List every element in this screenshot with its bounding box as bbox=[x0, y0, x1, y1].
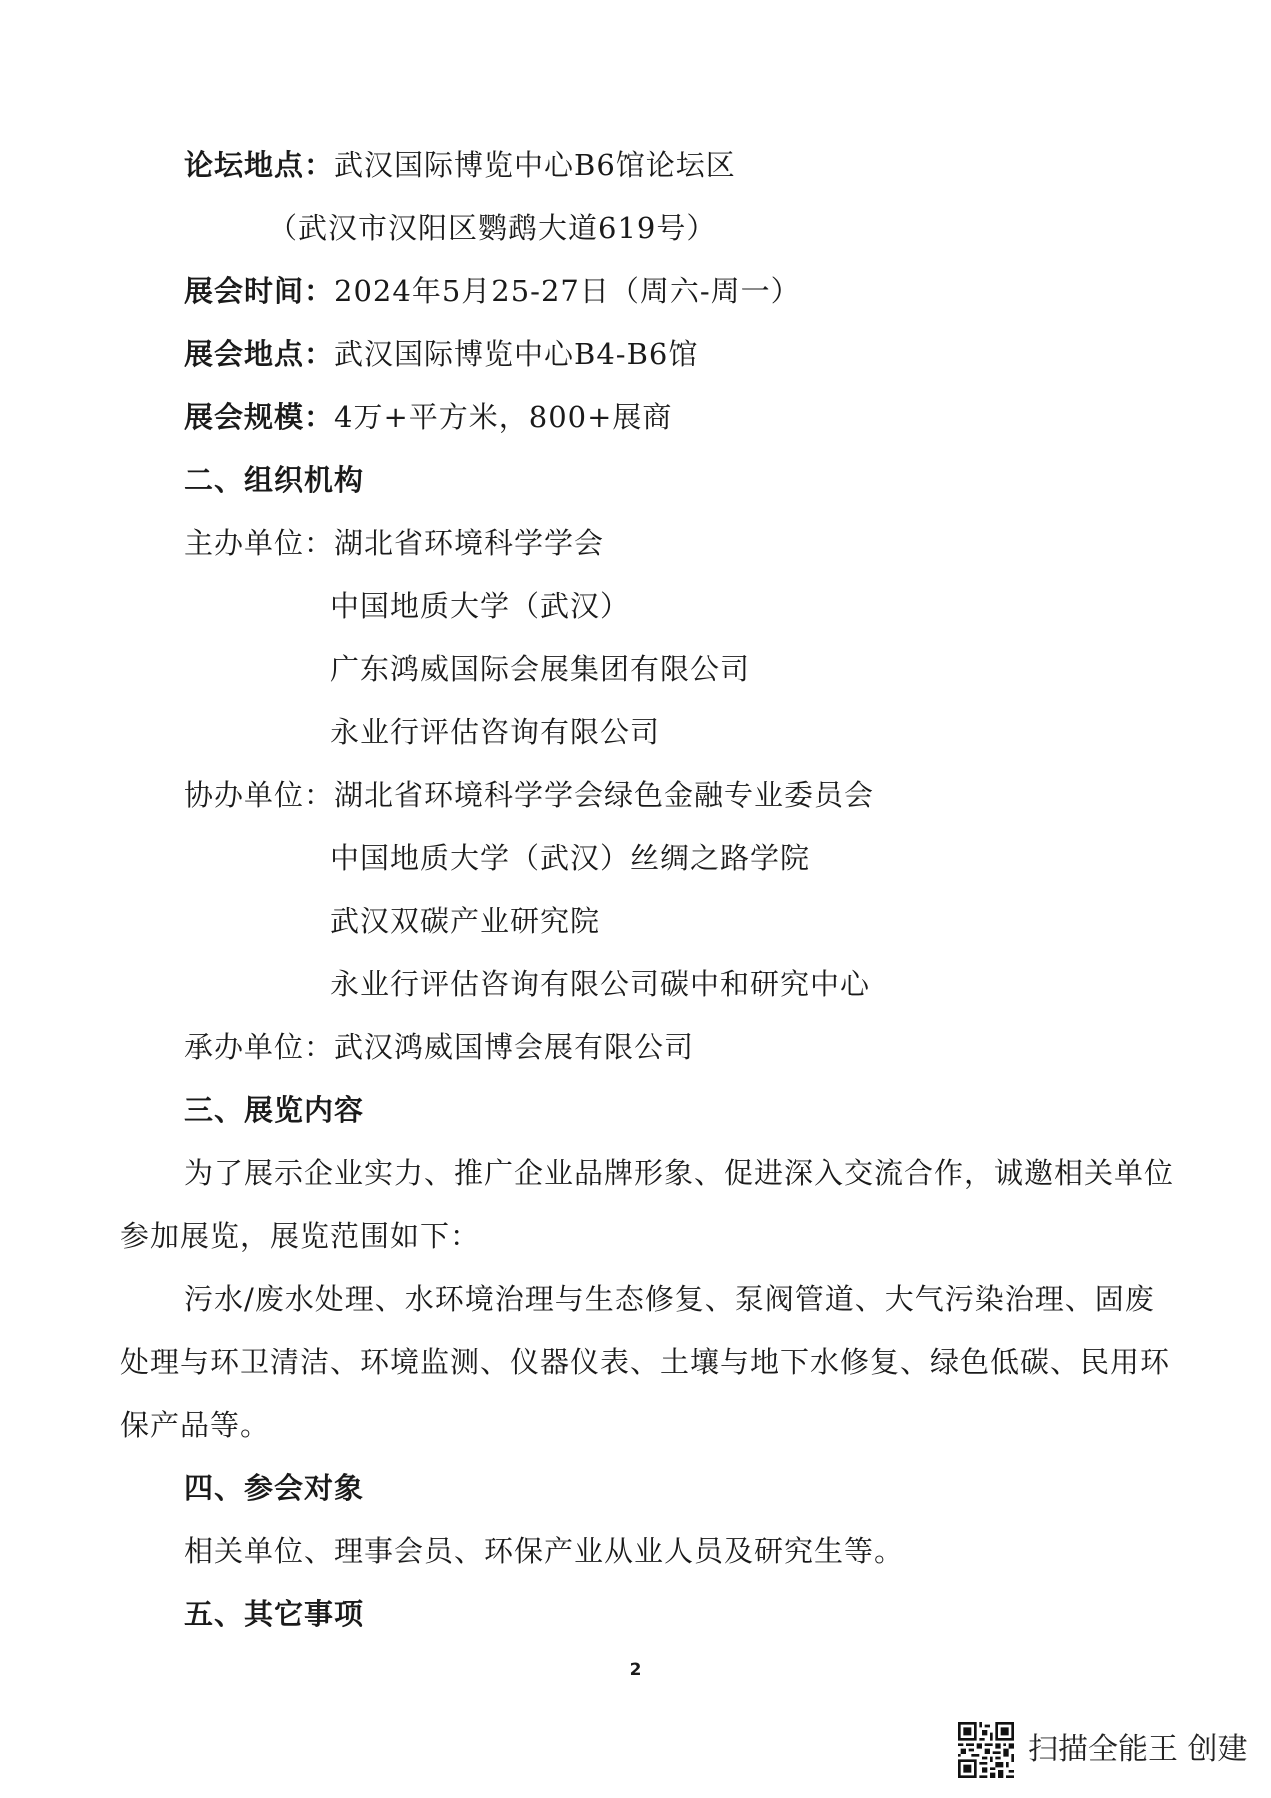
forum-venue: 武汉国际博览中心B6馆论坛区 bbox=[334, 148, 736, 182]
host-item: 永业行评估咨询有限公司 bbox=[330, 715, 661, 749]
section3-paragraph-line: 污水/废水处理、水环境治理与生态修复、泵阀管道、大气污染治理、固废 bbox=[184, 1282, 1155, 1316]
host-item: 中国地质大学（武汉） bbox=[330, 589, 631, 623]
host-item: 湖北省环境科学学会 bbox=[334, 526, 605, 560]
host-item: 广东鸿威国际会展集团有限公司 bbox=[330, 652, 751, 686]
section3-paragraph-line: 为了展示企业实力、推广企业品牌形象、促进深入交流合作，诚邀相关单位 bbox=[184, 1156, 1175, 1190]
scanner-watermark bbox=[958, 1722, 1250, 1778]
forum-venue-line bbox=[184, 147, 736, 183]
section3-paragraph-line: 参加展览，展览范围如下： bbox=[120, 1219, 481, 1253]
section3-heading: 三、展览内容 bbox=[184, 1093, 365, 1127]
section5-heading: 五、其它事项 bbox=[184, 1597, 365, 1631]
exhibition-scale-label: 展会规模： bbox=[184, 400, 335, 434]
exhibition-time: 2024年5月25-27日（周六-周一） bbox=[334, 274, 801, 308]
section4-text: 相关单位、理事会员、环保产业从业人员及研究生等。 bbox=[184, 1534, 905, 1568]
host-line bbox=[184, 525, 604, 561]
co-organizer-item: 永业行评估咨询有限公司碳中和研究中心 bbox=[330, 967, 871, 1001]
forum-venue-label: 论坛地点： bbox=[184, 148, 335, 182]
exhibition-venue-line bbox=[184, 336, 698, 372]
watermark-text: 扫描全能王 创建 bbox=[1028, 1732, 1248, 1767]
page-number: 2 bbox=[629, 1660, 642, 1680]
exhibition-venue-label: 展会地点： bbox=[184, 337, 335, 371]
undertaker-label: 承办单位： bbox=[184, 1030, 335, 1064]
co-organizer-item: 湖北省环境科学学会绿色金融专业委员会 bbox=[334, 778, 875, 812]
host-label: 主办单位： bbox=[184, 526, 335, 560]
section3-paragraph-line: 处理与环卫清洁、环境监测、仪器仪表、土壤与地下水修复、绿色低碳、民用环 bbox=[120, 1345, 1171, 1379]
co-organizer-item: 中国地质大学（武汉）丝绸之路学院 bbox=[330, 841, 811, 875]
section2-heading: 二、组织机构 bbox=[184, 463, 365, 497]
exhibition-venue: 武汉国际博览中心B4-B6馆 bbox=[334, 337, 699, 371]
exhibition-scale-line bbox=[184, 399, 672, 435]
exhibition-time-line bbox=[184, 273, 801, 309]
section4-heading: 四、参会对象 bbox=[184, 1471, 365, 1505]
section3-paragraph-line: 保产品等。 bbox=[120, 1408, 271, 1442]
exhibition-time-label: 展会时间： bbox=[184, 274, 335, 308]
exhibition-scale: 4万+平方米，800+展商 bbox=[334, 400, 673, 434]
co-organizer-line bbox=[184, 777, 874, 813]
forum-address: （武汉市汉阳区鹦鹉大道619号） bbox=[268, 211, 717, 245]
undertaker: 武汉鸿威国博会展有限公司 bbox=[334, 1030, 695, 1064]
qr-code-icon bbox=[958, 1722, 1014, 1778]
co-organizer-label: 协办单位： bbox=[184, 778, 335, 812]
undertaker-line bbox=[184, 1029, 694, 1065]
co-organizer-item: 武汉双碳产业研究院 bbox=[330, 904, 601, 938]
